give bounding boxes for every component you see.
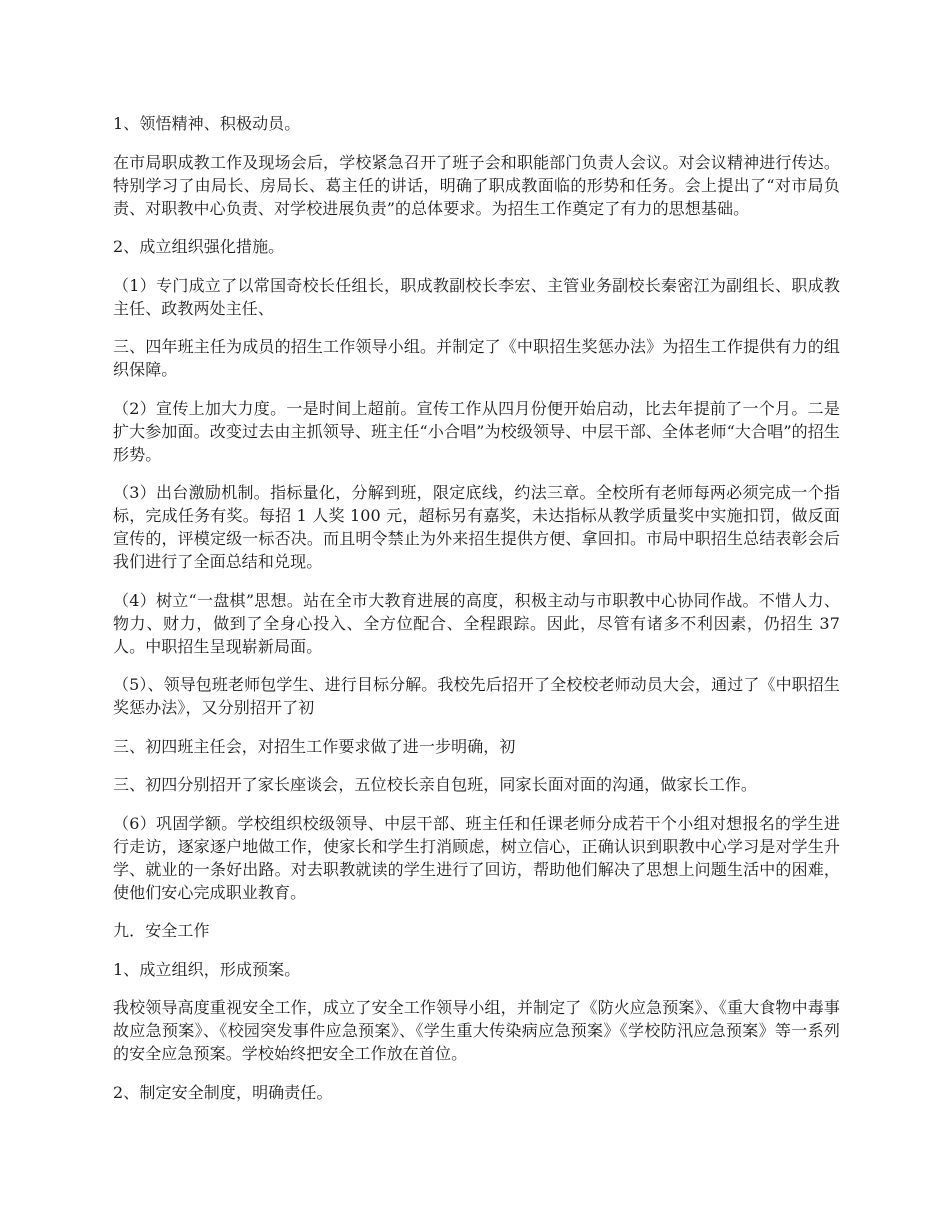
paragraph-safety-plans: 我校领导高度重视安全工作，成立了安全工作领导小组，并制定了《防火应急预案》、《重大食物中毒事故应急预案》、《校园突发事件应急预案》、《学生重大传染病应急预案》《学校防汛应急预案》等一系列的安全应急预案。学校始终把安全工作放在首位。: [113, 998, 840, 1063]
paragraph-item-1-continued: 三、四年班主任为成员的招生工作领导小组。并制定了《中职招生奖惩办法》为招生工作提供有力的组织保障。: [113, 337, 840, 379]
paragraph-item-6: （6）巩固学额。学校组织校级领导、中层干部、班主任和任课老师分成若干个小组对想报名的学生进行走访，逐家逐户地做工作，使家长和学生打消顾虑，树立信心，正确认识到职教中心学习是对学生升学、就业的一条好出路。对去职教就读的学生进行了回访，帮助他们解决了思想上问题生活中的困难，使他们安心完成职业教育。: [113, 813, 840, 902]
heading-safety-rules: 2、制定安全制度，明确责任。: [113, 1082, 333, 1102]
paragraph-item-4: （4）树立“一盘棋”思想。站在全市大教育进展的高度，积极主动与市职教中心协同作战。不惜人力、物力、财力，做到了全身心投入、全方位配合、全程跟踪。因此，尽管有诸多不利因素，仍招生 37 人。中职招生呈现崭新局面。: [113, 590, 840, 656]
paragraph-item-3: （3）出台激励机制。指标量化，分解到班，限定底线，约法三章。全校所有老师每两必须完成一个指标，完成任务有奖。每招 1 人奖 100 元，超标另有嘉奖，未达指标从教学质量奖中实施扣罚，做反面宣传的，评模定级一标否决。而且明令禁止为外来招生提供方便、拿回扣。市局中职招生总结表彰会后我们进行了全面总结和兑现。: [113, 483, 840, 571]
section-heading-safety: 九．安全工作: [113, 921, 210, 940]
paragraph-item-5-continued-b: 三、初四分别招开了家长座谈会，五位校长亲自包班，同家长面对面的沟通，做家长工作。: [113, 775, 758, 794]
heading-organization: 2、成立组织强化措施。: [113, 237, 285, 256]
paragraph-item-5-continued-a: 三、初四班主任会，对招生工作要求做了进一步明确，初: [113, 736, 516, 756]
paragraph-meeting: 在市局职成教工作及现场会后，学校紧急召开了班子会和职能部门负责人会议。对会议精神进行传达。特别学习了由局长、房局长、葛主任的讲话，明确了职成教面临的形势和任务。会上提出了“对市局负责、对职教中心负责、对学校进展负责”的总体要求。为招生工作奠定了有力的思想基础。: [113, 152, 840, 218]
paragraph-item-5: （5）、领导包班老师包学生、进行目标分解。我校先后招开了全校校老师动员大会，通过了《中职招生奖惩办法》，又分别招开了初: [113, 675, 840, 717]
heading-safety-organization: 1、成立组织，形成预案。: [113, 959, 301, 979]
heading-mobilization: 1、领悟精神、积极动员。: [113, 114, 301, 133]
paragraph-item-2: （2）宣传上加大力度。一是时间上超前。宣传工作从四月份便开始启动，比去年提前了一个月。二是扩大参加面。改变过去由主抓领导、班主任“小合唱”为校级领导、中层干部、全体老师“大合唱”的招生形势。: [113, 398, 840, 464]
paragraph-item-1: （1）专门成立了以常国奇校长任组长，职成教副校长李宏、主管业务副校长秦密江为副组长、职成教主任、政教两处主任、: [113, 275, 840, 318]
document-body: [113, 112, 840, 1119]
